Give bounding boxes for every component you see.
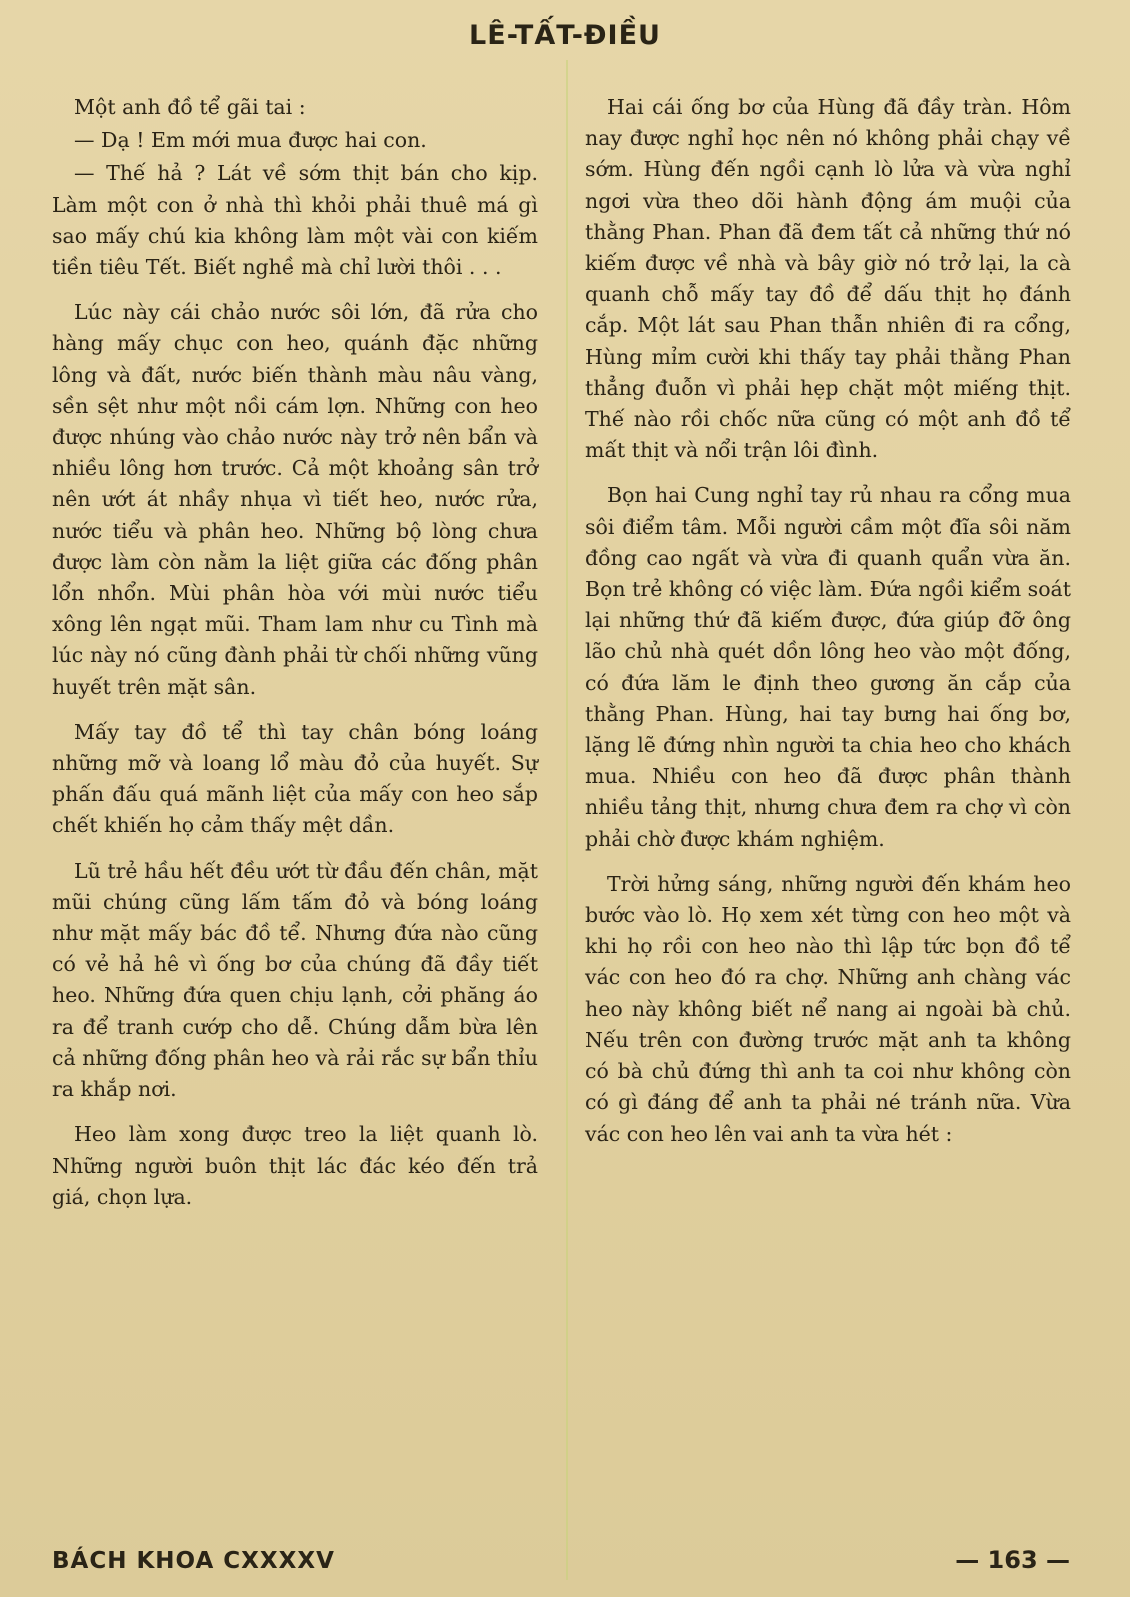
paragraph: Một anh đồ tể gãi tai : bbox=[74, 95, 306, 119]
column-divider bbox=[566, 60, 568, 1580]
right-column bbox=[585, 92, 1071, 1164]
paragraph: Lúc này cái chảo nước sôi lớn, đã rửa cho hàng mấy chục con heo, quánh đặc những lông và đất, nước biến thành màu nâu vàng, sền sệt như một nồi cám lợn. Những con heo được nhúng vào chảo nước này trở nên bẩn và nhiều lông hơn trước. Cả một khoảng sân trở nên ướt át nhầy nhụa vì tiết heo, nước rửa, nước tiểu và phân heo. Những bộ lòng chưa được làm còn nằm la liệt giữa các đống phân lổn nhổn. Mùi phân hòa với mùi nước tiểu xông lên ngạt mũi. Tham lam như cu Tình mà lúc này nó cũng đành phải từ chối những vũng huyết trên mặt sân. bbox=[52, 300, 538, 699]
paragraph: Mấy tay đồ tể thì tay chân bóng loáng những mỡ và loang lổ màu đỏ của huyết. Sự phấn đấu quá mãnh liệt của mấy con heo sắp chết khiến họ cảm thấy mệt dần. bbox=[52, 719, 538, 838]
paragraph: Trời hửng sáng, những người đến khám heo bước vào lò. Họ xem xét từng con heo một và khi họ rồi con heo nào thì lập tức bọn đồ tể vác con heo đó ra chợ. Những anh chàng vác heo này không biết nể nang ai ngoài bà chủ. Nếu trên con đường trước mặt anh ta không có bà chủ đứng thì anh ta coi như không còn có gì đáng để anh ta phải né tránh nữa. Vừa vác con heo lên vai anh ta vừa hét : bbox=[585, 871, 1071, 1146]
paragraph: Heo làm xong được treo la liệt quanh lò. Những người buôn thịt lác đác kéo đến trả giá, chọn lựa. bbox=[52, 1122, 538, 1209]
paragraph: Lũ trẻ hầu hết đều ướt từ đầu đến chân, mặt mũi chúng cũng lấm tấm đỏ và bóng loáng như mặt mấy bác đồ tể. Nhưng đứa nào cũng có vẻ hả hê vì ống bơ của chúng đã đầy tiết heo. Những đứa quen chịu lạnh, cởi phăng áo ra để tranh cướp cho dễ. Chúng dẫm bừa lên cả những đống phân heo và rải rắc sự bẩn thỉu ra khắp nơi. bbox=[52, 858, 538, 1102]
paragraph: — Dạ ! Em mới mua được hai con. bbox=[74, 128, 427, 153]
left-column bbox=[52, 92, 538, 1227]
magazine-name: BÁCH KHOA CXXXXV bbox=[52, 1548, 335, 1574]
paragraph: — Thế hả ? Lát về sớm thịt bán cho kịp. Làm một con ở nhà thì khỏi phải thuê má gì sao mấy chú kia không làm một vài con kiếm tiền tiêu Tết. Biết nghề mà chỉ lười thôi . . . bbox=[52, 161, 538, 280]
page-number: — 163 — bbox=[955, 1546, 1070, 1574]
paragraph: Bọn hai Cung nghỉ tay rủ nhau ra cổng mua sôi điểm tâm. Mỗi người cầm một đĩa sôi năm đồng cao ngất và vừa đi quanh quẩn vừa ăn. Bọn trẻ không có việc làm. Đứa ngồi kiểm soát lại những thứ đã kiếm được, đứa giúp đỡ ông lão chủ nhà quét dồn lông heo vào một đống, có đứa lăm le định theo gương ăn cắp của thằng Phan. Hùng, hai tay bưng hai ống bơ, lặng lẽ đứng nhìn người ta chia heo cho khách mua. Nhiều con heo đã được phân thành nhiều tảng thịt, nhưng chưa đem ra chợ vì còn phải chờ được khám nghiệm. bbox=[585, 483, 1071, 851]
paragraph: Hai cái ống bơ của Hùng đã đầy tràn. Hôm nay được nghỉ học nên nó không phải chạy về sớm. Hùng đến ngồi cạnh lò lửa và vừa nghỉ ngơi vừa theo dõi hành động ám muội của thằng Phan. Phan đã đem tất cả những thứ nó kiếm được về nhà và bây giờ nó trở lại, la cà quanh chỗ mấy tay đồ để dấu thịt họ đánh cắp. Một lát sau Phan thẫn nhiên đi ra cổng, Hùng mỉm cười khi thấy tay phải thằng Phan thẳng đuỗn vì phải hẹp chặt một miếng thịt. Thế nào rồi chốc nữa cũng có một anh đồ tể mất thịt và nổi trận lôi đình. bbox=[585, 95, 1071, 463]
page-header: LÊ-TẤT-ĐIỀU bbox=[469, 20, 661, 51]
